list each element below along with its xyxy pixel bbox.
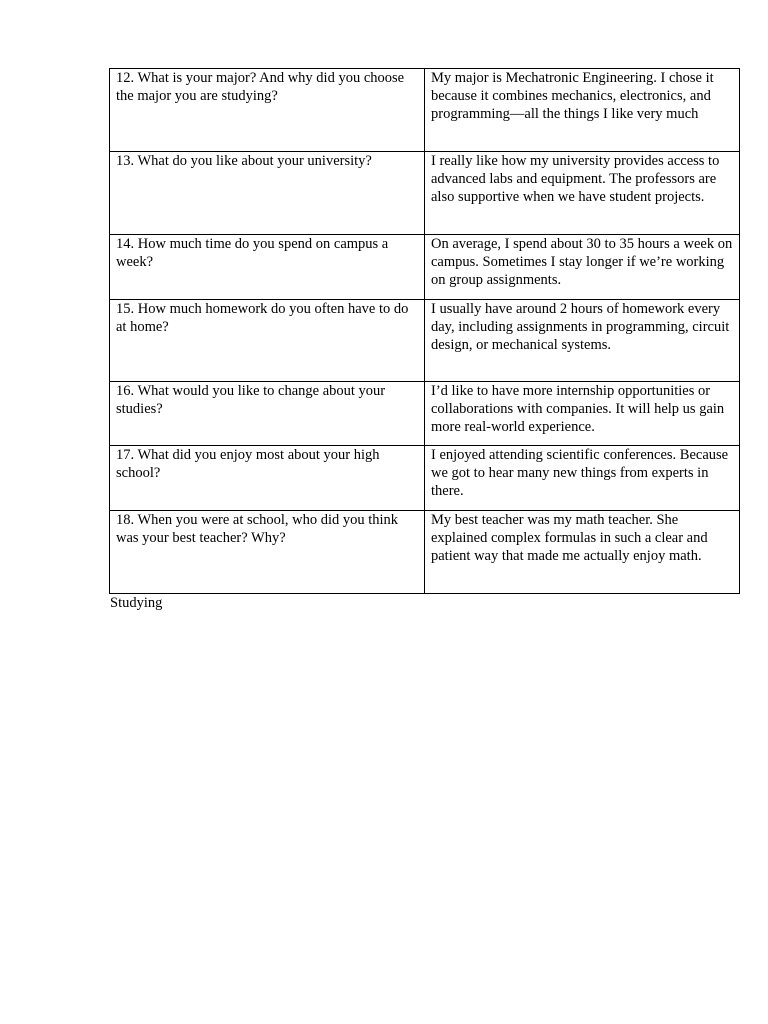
answer-cell: On average, I spend about 30 to 35 hours a week on campus. Sometimes I stay longer if we’re working on group assignments. (425, 235, 740, 300)
table-row (110, 69, 740, 152)
answer-cell: My major is Mechatronic Engineering. I chose it because it combines mechanics, electronics, and programming—all the things I like very much (425, 69, 740, 152)
question-cell: 14. How much time do you spend on campus a week? (110, 235, 425, 300)
question-cell: 12. What is your major? And why did you choose the major you are studying? (110, 69, 425, 152)
table-row (110, 511, 740, 594)
answer-cell: I’d like to have more internship opportunities or collaborations with companies. It will help us gain more real-world experience. (425, 382, 740, 446)
answer-cell: I enjoyed attending scientific conferences. Because we got to hear many new things from experts in there. (425, 446, 740, 511)
caption-text: Studying (110, 595, 163, 611)
answer-cell: My best teacher was my math teacher. She explained complex formulas in such a clear and patient way that made me actually enjoy math. (425, 511, 740, 594)
interview-qa-table (109, 68, 740, 594)
question-cell: 18. When you were at school, who did you think was your best teacher? Why? (110, 511, 425, 594)
table-row (110, 235, 740, 300)
table-row (110, 382, 740, 446)
answer-cell: I usually have around 2 hours of homework every day, including assignments in programming, circuit design, or mechanical systems. (425, 300, 740, 382)
table-row (110, 446, 740, 511)
answer-cell: I really like how my university provides access to advanced labs and equipment. The professors are also supportive when we have student projects. (425, 152, 740, 235)
table-row (110, 300, 740, 382)
table-row (110, 152, 740, 235)
question-cell: 13. What do you like about your university? (110, 152, 425, 235)
question-cell: 15. How much homework do you often have to do at home? (110, 300, 425, 382)
question-cell: 17. What did you enjoy most about your high school? (110, 446, 425, 511)
question-cell: 16. What would you like to change about your studies? (110, 382, 425, 446)
